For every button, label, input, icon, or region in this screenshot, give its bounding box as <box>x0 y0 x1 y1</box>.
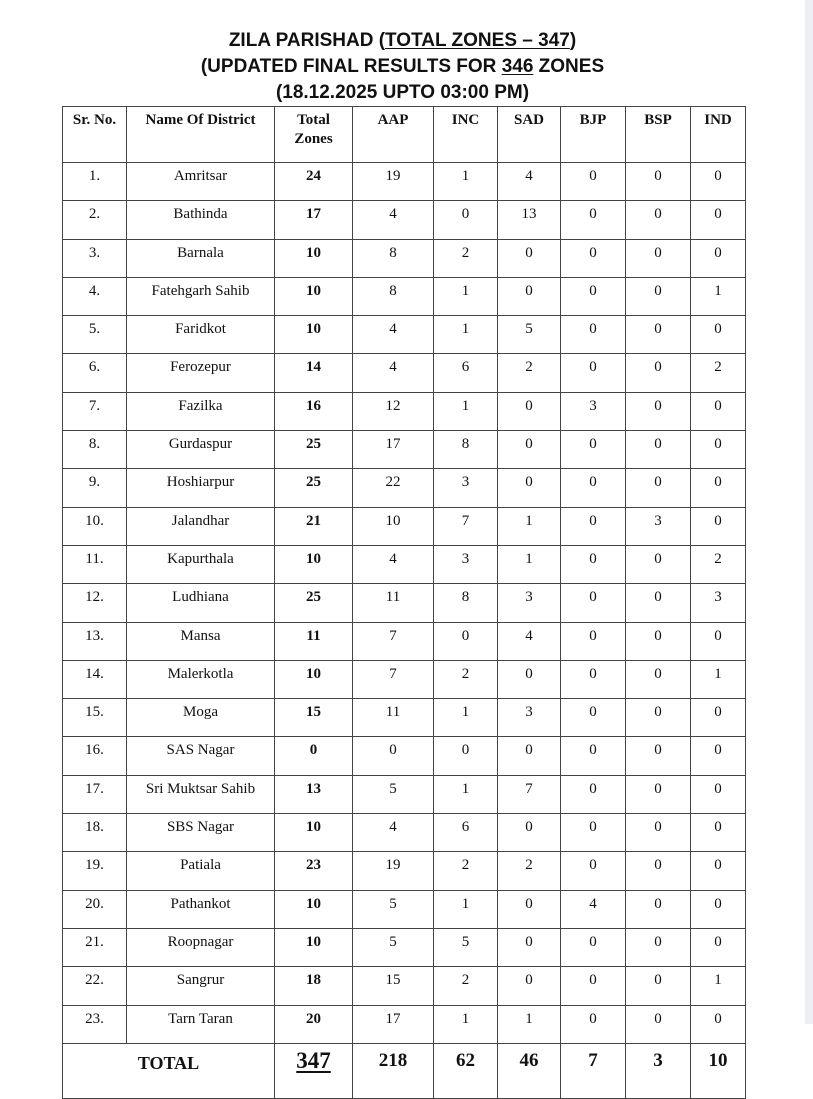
table-row <box>63 814 746 852</box>
cell-ind: 0 <box>691 737 746 775</box>
cell-bsp: 0 <box>626 392 691 430</box>
cell-district: Faridkot <box>127 316 275 354</box>
cell-bjp: 0 <box>561 316 626 354</box>
cell-total-zones: 10 <box>275 277 353 315</box>
cell-total-zones: 16 <box>275 392 353 430</box>
cell-aap: 19 <box>353 852 434 890</box>
cell-total-zones: 10 <box>275 239 353 277</box>
totals-sad: 46 <box>498 1043 561 1098</box>
cell-sr-no: 17. <box>63 775 127 813</box>
cell-ind: 0 <box>691 316 746 354</box>
cell-ind: 2 <box>691 354 746 392</box>
title-line-3-date: (18.12.2025 UPTO 03:00 PM) <box>275 82 530 103</box>
cell-district: Roopnagar <box>127 928 275 966</box>
cell-sad: 0 <box>498 737 561 775</box>
cell-sr-no: 19. <box>63 852 127 890</box>
table-row <box>63 545 746 583</box>
cell-sad: 3 <box>498 699 561 737</box>
cell-sr-no: 6. <box>63 354 127 392</box>
cell-ind: 0 <box>691 1005 746 1043</box>
cell-district: Patiala <box>127 852 275 890</box>
cell-bjp: 0 <box>561 277 626 315</box>
cell-aap: 5 <box>353 890 434 928</box>
cell-district: Fatehgarh Sahib <box>127 277 275 315</box>
cell-total-zones: 10 <box>275 660 353 698</box>
cell-bsp: 0 <box>626 354 691 392</box>
cell-inc: 3 <box>434 545 498 583</box>
cell-inc: 1 <box>434 1005 498 1043</box>
cell-inc: 7 <box>434 507 498 545</box>
cell-district: SBS Nagar <box>127 814 275 852</box>
table-row <box>63 699 746 737</box>
cell-bsp: 0 <box>626 775 691 813</box>
cell-inc: 0 <box>434 201 498 239</box>
cell-bsp: 0 <box>626 660 691 698</box>
cell-sr-no: 18. <box>63 814 127 852</box>
cell-sad: 0 <box>498 928 561 966</box>
cell-ind: 0 <box>691 775 746 813</box>
cell-bjp: 0 <box>561 354 626 392</box>
col-header-inc: INC <box>434 107 498 163</box>
cell-aap: 8 <box>353 277 434 315</box>
cell-bjp: 0 <box>561 239 626 277</box>
cell-bjp: 0 <box>561 622 626 660</box>
cell-bjp: 4 <box>561 890 626 928</box>
cell-aap: 7 <box>353 622 434 660</box>
cell-inc: 1 <box>434 890 498 928</box>
col-header-bjp: BJP <box>561 107 626 163</box>
cell-sad: 5 <box>498 316 561 354</box>
cell-total-zones: 23 <box>275 852 353 890</box>
cell-aap: 4 <box>353 814 434 852</box>
cell-aap: 4 <box>353 316 434 354</box>
cell-sr-no: 8. <box>63 431 127 469</box>
cell-bsp: 0 <box>626 277 691 315</box>
cell-bjp: 0 <box>561 163 626 201</box>
cell-total-zones: 21 <box>275 507 353 545</box>
cell-bjp: 0 <box>561 1005 626 1043</box>
cell-sad: 4 <box>498 163 561 201</box>
cell-total-zones: 10 <box>275 545 353 583</box>
cell-total-zones: 11 <box>275 622 353 660</box>
cell-district: Mansa <box>127 622 275 660</box>
cell-aap: 10 <box>353 507 434 545</box>
cell-bsp: 0 <box>626 699 691 737</box>
cell-district: Tarn Taran <box>127 1005 275 1043</box>
cell-inc: 6 <box>434 814 498 852</box>
table-header-row <box>63 107 746 163</box>
cell-ind: 1 <box>691 277 746 315</box>
table-row <box>63 660 746 698</box>
totals-label: TOTAL <box>63 1043 275 1098</box>
table-row <box>63 469 746 507</box>
cell-sr-no: 14. <box>63 660 127 698</box>
cell-district: Sangrur <box>127 967 275 1005</box>
cell-ind: 1 <box>691 967 746 1005</box>
cell-sr-no: 10. <box>63 507 127 545</box>
cell-sr-no: 11. <box>63 545 127 583</box>
cell-ind: 0 <box>691 239 746 277</box>
cell-bjp: 0 <box>561 545 626 583</box>
cell-ind: 0 <box>691 890 746 928</box>
totals-ind: 10 <box>691 1043 746 1098</box>
cell-bsp: 0 <box>626 469 691 507</box>
cell-total-zones: 20 <box>275 1005 353 1043</box>
table-row <box>63 852 746 890</box>
col-header-ind: IND <box>691 107 746 163</box>
cell-sad: 0 <box>498 239 561 277</box>
cell-sr-no: 22. <box>63 967 127 1005</box>
total-zones-underlined: TOTAL ZONES – 347 <box>385 30 570 51</box>
cell-aap: 8 <box>353 239 434 277</box>
cell-aap: 17 <box>353 431 434 469</box>
table-row <box>63 584 746 622</box>
totals-total-zones: 347 <box>275 1043 353 1098</box>
cell-bjp: 0 <box>561 660 626 698</box>
col-header-sr-no: Sr. No. <box>63 107 127 163</box>
table-row <box>63 392 746 430</box>
cell-ind: 0 <box>691 201 746 239</box>
cell-sad: 0 <box>498 967 561 1005</box>
table-row <box>63 277 746 315</box>
cell-inc: 3 <box>434 469 498 507</box>
col-header-district: Name Of District <box>127 107 275 163</box>
cell-district: Malerkotla <box>127 660 275 698</box>
cell-total-zones: 10 <box>275 316 353 354</box>
cell-total-zones: 10 <box>275 928 353 966</box>
cell-inc: 2 <box>434 852 498 890</box>
cell-aap: 15 <box>353 967 434 1005</box>
cell-sr-no: 2. <box>63 201 127 239</box>
table-row <box>63 967 746 1005</box>
cell-sad: 13 <box>498 201 561 239</box>
cell-bjp: 0 <box>561 814 626 852</box>
cell-bsp: 0 <box>626 622 691 660</box>
cell-bsp: 0 <box>626 967 691 1005</box>
cell-sad: 0 <box>498 814 561 852</box>
cell-inc: 1 <box>434 392 498 430</box>
cell-inc: 6 <box>434 354 498 392</box>
cell-bsp: 0 <box>626 545 691 583</box>
table-row <box>63 163 746 201</box>
totals-inc: 62 <box>434 1043 498 1098</box>
cell-bsp: 0 <box>626 928 691 966</box>
cell-sad: 4 <box>498 622 561 660</box>
cell-bjp: 3 <box>561 392 626 430</box>
cell-sr-no: 1. <box>63 163 127 201</box>
cell-district: SAS Nagar <box>127 737 275 775</box>
cell-sr-no: 4. <box>63 277 127 315</box>
table-row <box>63 354 746 392</box>
cell-sad: 0 <box>498 431 561 469</box>
cell-bjp: 0 <box>561 852 626 890</box>
cell-aap: 5 <box>353 928 434 966</box>
cell-ind: 0 <box>691 469 746 507</box>
cell-inc: 1 <box>434 277 498 315</box>
cell-total-zones: 18 <box>275 967 353 1005</box>
col-header-sad: SAD <box>498 107 561 163</box>
cell-ind: 0 <box>691 392 746 430</box>
cell-sr-no: 13. <box>63 622 127 660</box>
cell-sr-no: 3. <box>63 239 127 277</box>
cell-bjp: 0 <box>561 737 626 775</box>
cell-sr-no: 12. <box>63 584 127 622</box>
cell-sr-no: 9. <box>63 469 127 507</box>
cell-ind: 3 <box>691 584 746 622</box>
results-table <box>62 106 746 1099</box>
cell-total-zones: 17 <box>275 201 353 239</box>
cell-sad: 2 <box>498 354 561 392</box>
cell-total-zones: 24 <box>275 163 353 201</box>
cell-sr-no: 16. <box>63 737 127 775</box>
cell-sad: 0 <box>498 277 561 315</box>
cell-total-zones: 25 <box>275 431 353 469</box>
cell-district: Amritsar <box>127 163 275 201</box>
cell-sr-no: 23. <box>63 1005 127 1043</box>
page-margin-strip <box>805 0 813 1024</box>
cell-sad: 0 <box>498 469 561 507</box>
cell-bsp: 3 <box>626 507 691 545</box>
cell-inc: 8 <box>434 431 498 469</box>
cell-sad: 2 <box>498 852 561 890</box>
cell-inc: 2 <box>434 967 498 1005</box>
col-header-aap: AAP <box>353 107 434 163</box>
cell-bsp: 0 <box>626 852 691 890</box>
cell-ind: 0 <box>691 431 746 469</box>
cell-district: Fazilka <box>127 392 275 430</box>
cell-sad: 0 <box>498 392 561 430</box>
cell-aap: 22 <box>353 469 434 507</box>
cell-total-zones: 10 <box>275 814 353 852</box>
cell-bjp: 0 <box>561 775 626 813</box>
cell-bjp: 0 <box>561 431 626 469</box>
title-line-1: ZILA PARISHAD (TOTAL ZONES – 347) <box>228 30 577 51</box>
table-row <box>63 890 746 928</box>
cell-ind: 2 <box>691 545 746 583</box>
cell-total-zones: 13 <box>275 775 353 813</box>
cell-total-zones: 25 <box>275 469 353 507</box>
cell-bjp: 0 <box>561 699 626 737</box>
col-header-bsp: BSP <box>626 107 691 163</box>
cell-bsp: 0 <box>626 814 691 852</box>
cell-bjp: 0 <box>561 584 626 622</box>
cell-inc: 2 <box>434 239 498 277</box>
table-row <box>63 737 746 775</box>
cell-sr-no: 20. <box>63 890 127 928</box>
totals-aap: 218 <box>353 1043 434 1098</box>
cell-sr-no: 21. <box>63 928 127 966</box>
cell-total-zones: 0 <box>275 737 353 775</box>
cell-aap: 4 <box>353 545 434 583</box>
document-title <box>0 28 805 106</box>
table-row <box>63 507 746 545</box>
cell-ind: 0 <box>691 814 746 852</box>
cell-district: Gurdaspur <box>127 431 275 469</box>
cell-bjp: 0 <box>561 469 626 507</box>
cell-district: Jalandhar <box>127 507 275 545</box>
cell-sad: 3 <box>498 584 561 622</box>
table-row <box>63 775 746 813</box>
table-row <box>63 928 746 966</box>
updated-zones-underlined: 346 <box>501 56 534 77</box>
cell-bsp: 0 <box>626 584 691 622</box>
cell-aap: 4 <box>353 354 434 392</box>
cell-sad: 1 <box>498 507 561 545</box>
cell-inc: 0 <box>434 737 498 775</box>
cell-aap: 4 <box>353 201 434 239</box>
totals-bjp: 7 <box>561 1043 626 1098</box>
cell-inc: 2 <box>434 660 498 698</box>
table-row <box>63 1005 746 1043</box>
cell-total-zones: 10 <box>275 890 353 928</box>
cell-sad: 0 <box>498 660 561 698</box>
cell-bsp: 0 <box>626 1005 691 1043</box>
table-row <box>63 431 746 469</box>
cell-bjp: 0 <box>561 928 626 966</box>
table-row <box>63 239 746 277</box>
cell-total-zones: 15 <box>275 699 353 737</box>
cell-aap: 19 <box>353 163 434 201</box>
cell-bsp: 0 <box>626 737 691 775</box>
cell-district: Pathankot <box>127 890 275 928</box>
cell-sr-no: 5. <box>63 316 127 354</box>
cell-sad: 1 <box>498 545 561 583</box>
cell-inc: 1 <box>434 699 498 737</box>
cell-ind: 0 <box>691 622 746 660</box>
cell-aap: 17 <box>353 1005 434 1043</box>
cell-bsp: 0 <box>626 890 691 928</box>
cell-bsp: 0 <box>626 239 691 277</box>
cell-aap: 12 <box>353 392 434 430</box>
cell-ind: 0 <box>691 928 746 966</box>
totals-bsp: 3 <box>626 1043 691 1098</box>
cell-district: Ludhiana <box>127 584 275 622</box>
cell-inc: 0 <box>434 622 498 660</box>
cell-district: Hoshiarpur <box>127 469 275 507</box>
cell-district: Bathinda <box>127 201 275 239</box>
cell-bsp: 0 <box>626 201 691 239</box>
col-header-total-zones: Total Zones <box>275 107 353 163</box>
cell-total-zones: 25 <box>275 584 353 622</box>
cell-ind: 0 <box>691 852 746 890</box>
cell-district: Moga <box>127 699 275 737</box>
cell-ind: 0 <box>691 507 746 545</box>
cell-inc: 1 <box>434 775 498 813</box>
cell-district: Ferozepur <box>127 354 275 392</box>
cell-ind: 0 <box>691 163 746 201</box>
cell-bjp: 0 <box>561 201 626 239</box>
cell-inc: 1 <box>434 163 498 201</box>
cell-ind: 0 <box>691 699 746 737</box>
cell-sad: 0 <box>498 890 561 928</box>
cell-inc: 5 <box>434 928 498 966</box>
title-line-2: (UPDATED FINAL RESULTS FOR 346 ZONES <box>200 56 605 77</box>
cell-district: Sri Muktsar Sahib <box>127 775 275 813</box>
cell-sad: 7 <box>498 775 561 813</box>
cell-bjp: 0 <box>561 507 626 545</box>
cell-aap: 5 <box>353 775 434 813</box>
cell-sad: 1 <box>498 1005 561 1043</box>
cell-aap: 11 <box>353 584 434 622</box>
cell-bsp: 0 <box>626 431 691 469</box>
cell-ind: 1 <box>691 660 746 698</box>
cell-aap: 0 <box>353 737 434 775</box>
cell-district: Barnala <box>127 239 275 277</box>
cell-bjp: 0 <box>561 967 626 1005</box>
cell-aap: 7 <box>353 660 434 698</box>
cell-aap: 11 <box>353 699 434 737</box>
table-row <box>63 316 746 354</box>
cell-total-zones: 14 <box>275 354 353 392</box>
table-row <box>63 201 746 239</box>
cell-district: Kapurthala <box>127 545 275 583</box>
cell-inc: 8 <box>434 584 498 622</box>
totals-row <box>63 1043 746 1098</box>
cell-inc: 1 <box>434 316 498 354</box>
cell-bsp: 0 <box>626 316 691 354</box>
cell-sr-no: 7. <box>63 392 127 430</box>
cell-sr-no: 15. <box>63 699 127 737</box>
table-row <box>63 622 746 660</box>
cell-bsp: 0 <box>626 163 691 201</box>
